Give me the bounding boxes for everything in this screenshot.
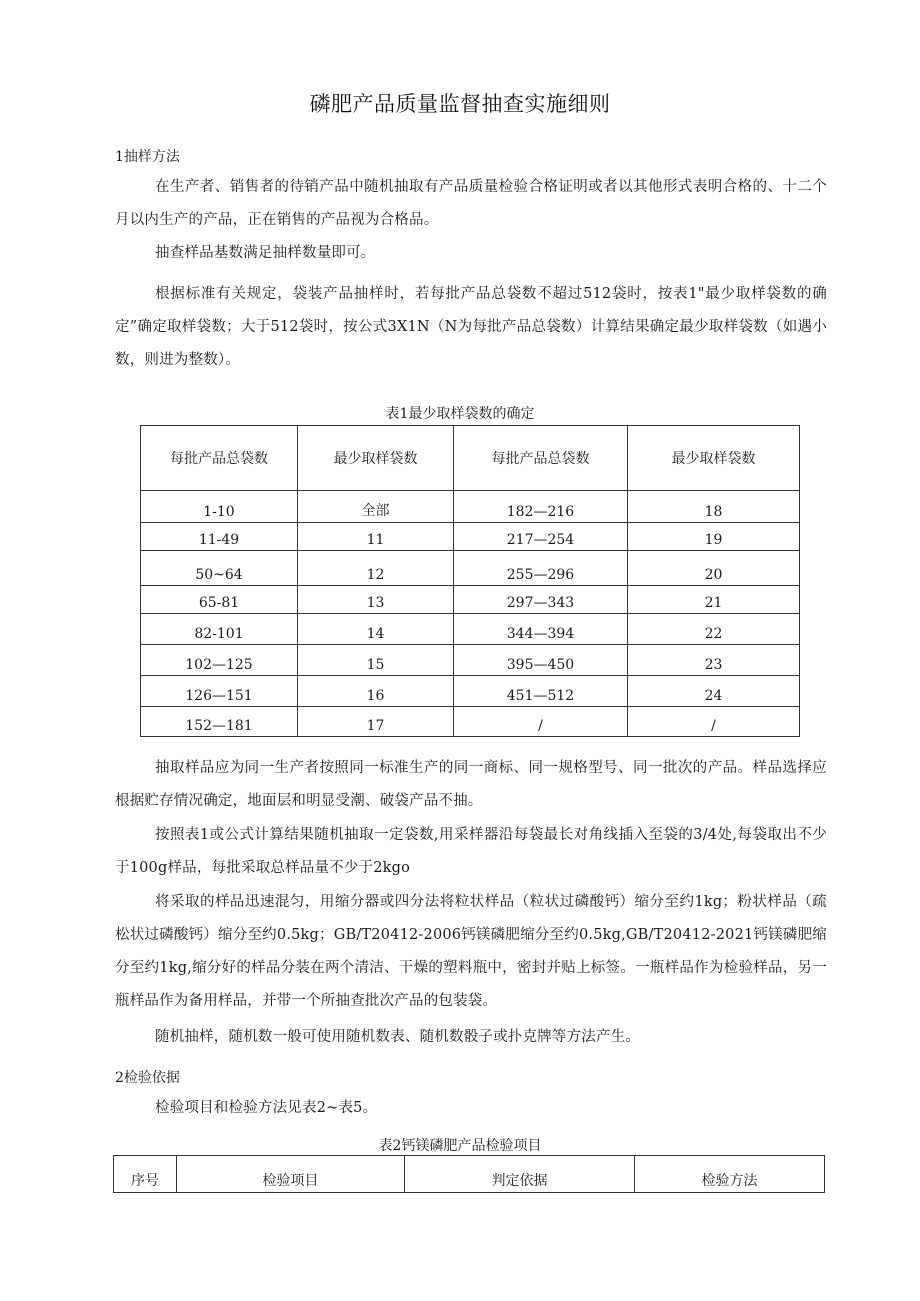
table-cell: 11	[298, 523, 454, 551]
table-cell: 17	[298, 707, 454, 737]
table-cell: 23	[628, 645, 800, 676]
paragraph-sampling-rule: 根据标准有关规定，袋装产品抽样时，若每批产品总袋数不超过512袋时，按表1"最少取样袋数的确定”确定取样袋数；大于512袋时，按公式3X1N（N为每批产品总袋数）计算结果确定最少取样袋数（如遇小数，则进为整数）。	[115, 286, 827, 368]
table-cell: 50~64	[141, 551, 298, 586]
table-cell: 20	[628, 551, 800, 586]
table-cell: 65-81	[141, 586, 298, 614]
paragraph-sampling-scope: 在生产者、销售者的待销产品中随机抽取有产品质量检验合格证明或者以其他形式表明合格的、十二个月以内生产的产品，正在销售的产品视为合格品。	[115, 179, 827, 228]
document-title: 磷肥产品质量监督抽查实施细则	[309, 92, 611, 116]
table-cell: 全部	[298, 491, 454, 523]
table2-caption: 表2钙镁磷肥产品检验项目	[378, 1138, 542, 1154]
table1-header-cell: 每批产品总袋数	[141, 426, 298, 491]
paragraph-sample-base: 抽查样品基数满足抽样数量即可。	[155, 245, 376, 261]
table-inspection-items	[113, 1155, 825, 1193]
table-row	[141, 614, 800, 645]
table-cell: 126—151	[141, 676, 298, 707]
table-cell: 451—512	[454, 676, 628, 707]
table-row	[141, 645, 800, 676]
table-cell: 24	[628, 676, 800, 707]
table-cell: 14	[298, 614, 454, 645]
table-row	[141, 707, 800, 737]
table2-header-cell: 检验项目	[177, 1156, 405, 1193]
table-cell: 16	[298, 676, 454, 707]
paragraph-sample-division: 将采取的样品迅速混匀，用缩分器或四分法将粒状样品（粒状过磷酸钙）缩分至约1kg；粉状样品（疏松状过磷酸钙）缩分至约0.5kg；GB/T20412-2006钙镁磷肥缩分至约0.5kg,GB/T20412-2021钙镁磷肥缩分至约1kg,缩分好的样品分装在两个清洁、干燥的塑料瓶中，密封并贴上标签。一瓶样品作为检验样品，另一瓶样品作为备用样品，并带一个所抽查批次产品的包装袋。	[115, 894, 827, 1009]
paragraph-inspection-items: 检验项目和检验方法见表2~表5。	[155, 1100, 378, 1116]
section-heading-inspection-basis: 2检验依据	[115, 1070, 180, 1086]
table1-header-row	[141, 426, 800, 491]
table-cell: 82-101	[141, 614, 298, 645]
table-row	[141, 523, 800, 551]
table-row	[141, 676, 800, 707]
table-cell: 1-10	[141, 491, 298, 523]
table-cell: 18	[628, 491, 800, 523]
table-row	[141, 551, 800, 586]
table2-header-cell: 序号	[114, 1156, 177, 1193]
table-row	[141, 586, 800, 614]
table-cell: 395—450	[454, 645, 628, 676]
table-cell: 102—125	[141, 645, 298, 676]
table-cell: 255—296	[454, 551, 628, 586]
table-cell: /	[454, 707, 628, 737]
table1-header-cell: 最少取样袋数	[298, 426, 454, 491]
table-row	[141, 491, 800, 523]
section-heading-sampling: 1抽样方法	[115, 149, 180, 165]
paragraph-sampling-procedure: 按照表1或公式计算结果随机抽取一定袋数,用采样器沿每袋最长对角线插入至袋的3/4处,每袋取出不少于100g样品，每批采取总样品量不少于2kgo	[115, 827, 827, 876]
table2-header-row	[114, 1156, 825, 1193]
table-cell: 152—181	[141, 707, 298, 737]
table1-header-cell: 每批产品总袋数	[454, 426, 628, 491]
table2-header-cell: 判定依据	[405, 1156, 635, 1193]
table2-header-cell: 检验方法	[635, 1156, 825, 1193]
table-cell: 297—343	[454, 586, 628, 614]
table-min-sample-bags	[140, 425, 800, 737]
table-cell: 19	[628, 523, 800, 551]
table-cell: 344—394	[454, 614, 628, 645]
table-cell: 21	[628, 586, 800, 614]
table1-caption: 表1最少取样袋数的确定	[385, 406, 535, 422]
paragraph-sample-consistency: 抽取样品应为同一生产者按照同一标准生产的同一商标、同一规格型号、同一批次的产品。样品选择应根据贮存情况确定，地面层和明显受潮、破袋产品不抽。	[115, 760, 827, 809]
paragraph-random-sampling: 随机抽样，随机数一般可使用随机数表、随机数骰子或扑克牌等方法产生。	[155, 1029, 641, 1045]
table-cell: 22	[628, 614, 800, 645]
table-cell: 12	[298, 551, 454, 586]
table-cell: /	[628, 707, 800, 737]
table-cell: 182—216	[454, 491, 628, 523]
table-cell: 15	[298, 645, 454, 676]
table-cell: 13	[298, 586, 454, 614]
table1-header-cell: 最少取样袋数	[628, 426, 800, 491]
table-cell: 217—254	[454, 523, 628, 551]
table-cell: 11-49	[141, 523, 298, 551]
